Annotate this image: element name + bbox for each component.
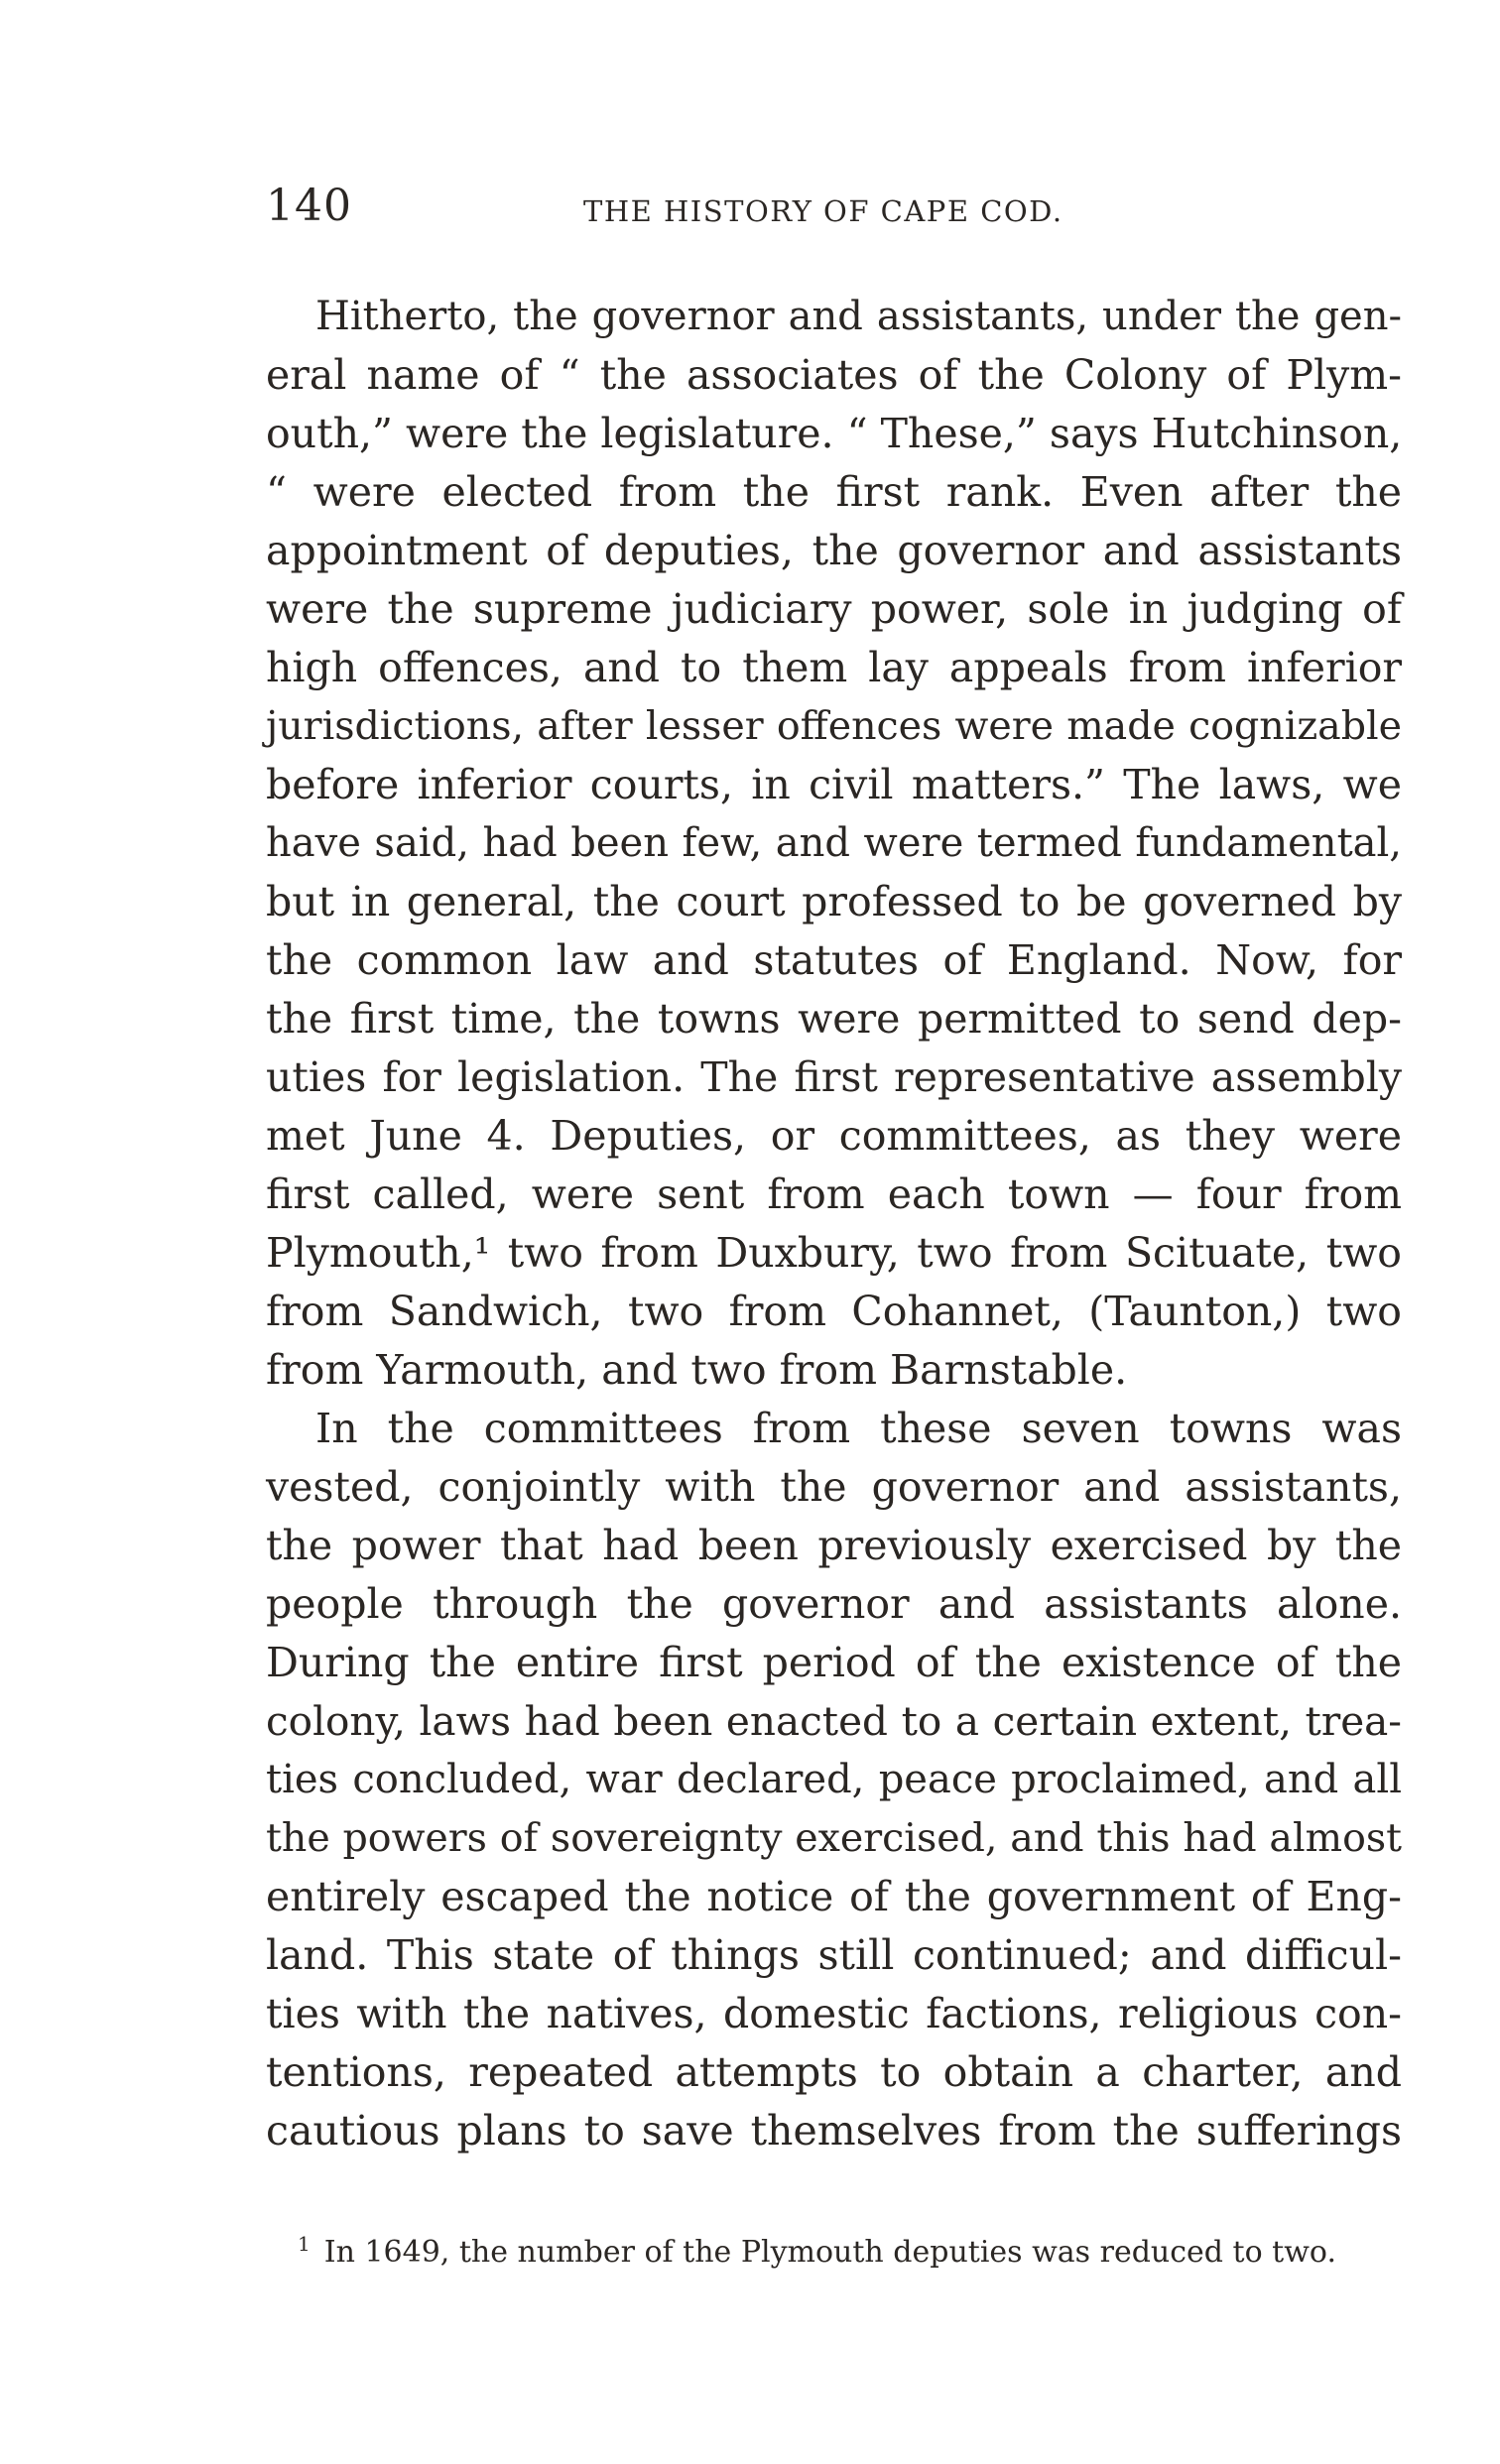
running-title: THE HISTORY OF CAPE COD. (583, 194, 1063, 228)
running-head (266, 181, 1402, 240)
text-line: jurisdictions, after lesser offences were made cognizable (266, 703, 1402, 749)
text-line: In the committees from these seven towns was (315, 1405, 1402, 1452)
footnote (298, 2232, 1404, 2270)
text-line: land. This state of things still continued; and difficul- (266, 1931, 1402, 1979)
text-line: people through the governor and assistants alone. (266, 1580, 1402, 1628)
text-line: appointment of deputies, the governor and assistants (266, 527, 1402, 574)
text-line: “ were elected from the first rank. Even after the (266, 468, 1402, 516)
text-line: have said, had been few, and were termed fundamental, (266, 820, 1402, 866)
text-line: were the supreme judiciary power, sole in judging of (266, 585, 1402, 633)
text-line: from Sandwich, two from Cohannet, (Taunton,) two (266, 1288, 1402, 1335)
text-line: vested, conjointly with the governor and assistants, (266, 1463, 1402, 1511)
text-line: ties with the natives, domestic factions, religious con- (266, 1990, 1402, 2037)
text-line: eral name of “ the associates of the Colony of Plym- (266, 351, 1402, 399)
text-line: cautious plans to save themselves from the sufferings (266, 2107, 1402, 2155)
text-line: from Yarmouth, and two from Barnstable. (266, 1346, 1128, 1394)
text-line: the power that had been previously exercised by the (266, 1522, 1402, 1569)
text-line: high offences, and to them lay appeals from inferior (266, 644, 1402, 691)
text-line: first called, were sent from each town — four from (266, 1170, 1402, 1218)
body-text (266, 288, 1402, 2160)
footnote-marker: 1 (298, 2232, 311, 2256)
text-line: entirely escaped the notice of the government of Eng- (266, 1873, 1402, 1920)
footnote-text: In 1649, the number of the Plymouth deputies was reduced to two. (323, 2235, 1336, 2270)
text-line: met June 4. Deputies, or committees, as they were (266, 1112, 1402, 1160)
page-number: 140 (266, 181, 352, 231)
text-line: before inferior courts, in civil matters.” The laws, we (266, 761, 1402, 808)
text-line: ties concluded, war declared, peace proclaimed, and all (266, 1757, 1402, 1802)
text-line: the common law and statutes of England. Now, for (266, 936, 1402, 984)
text-line: colony, laws had been enacted to a certain extent, trea- (266, 1697, 1402, 1745)
text-line: Plymouth,¹ two from Duxbury, two from Scituate, two (266, 1229, 1402, 1277)
text-line: the powers of sovereignty exercised, and this had almost (266, 1815, 1402, 1861)
text-line: outh,” were the legislature. “ These,” says Hutchinson, (266, 410, 1403, 457)
text-line: uties for legislation. The first representative assembly (266, 1053, 1402, 1101)
text-line: Hitherto, the governor and assistants, under the gen- (315, 294, 1402, 339)
text-line: During the entire first period of the existence of the (266, 1639, 1402, 1686)
text-line: the first time, the towns were permitted to send dep- (266, 995, 1402, 1043)
text-line: but in general, the court professed to be governed by (266, 878, 1402, 925)
text-line: tentions, repeated attempts to obtain a charter, and (266, 2048, 1402, 2096)
